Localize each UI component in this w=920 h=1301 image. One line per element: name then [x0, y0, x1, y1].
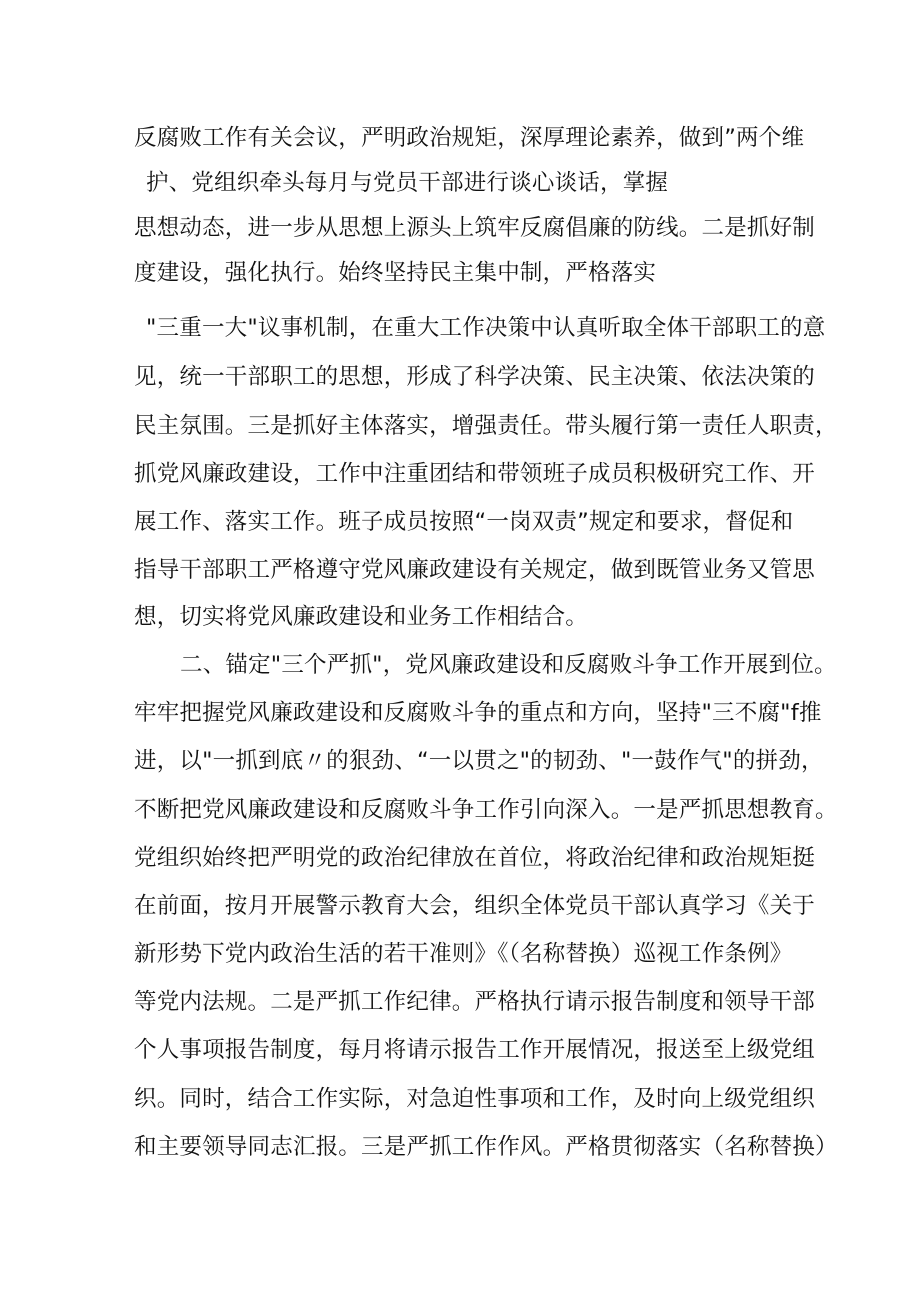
text-line: 见，统一干部职工的思想，形成了科学决策、民主决策、依法决策的	[134, 364, 816, 390]
text-line: 反腐败工作有关会议，严明政治规矩，深厚理论素养，做到”两个维	[134, 125, 805, 151]
text-line: 不断把党风廉政建设和反腐败斗争工作引向深入。一是严抓思想教育。	[134, 797, 838, 823]
text-line: 织。同时，结合工作实际，对急迫性事项和工作，及时向上级党组织	[134, 1086, 816, 1112]
text-line: 新形势下党内政治生活的若干准则》《（名称替换）巡视工作条例》	[134, 941, 793, 967]
text-line: 在前面，按月开展警示教育大会，组织全体党员干部认真学习《关于	[134, 893, 816, 919]
text-line: 展工作、落实工作。班子成员按照“一岗双责”规定和要求，督促和	[134, 509, 794, 535]
text-line: 进，以"一抓到底〃的狠劲、“一以贯之"的韧劲、"一鼓作气"的拼劲，	[134, 748, 824, 774]
text-line: 党组织始终把严明党的政治纪律放在首位，将政治纪律和政治规矩挺	[134, 845, 816, 871]
text-line: "三重一大"议事机制，在重大工作决策中认真听取全体干部职工的意	[146, 315, 826, 341]
text-line: 度建设，强化执行。始终坚持民主集中制，严格落实	[134, 260, 657, 286]
text-line: 牢牢把握党风廉政建设和反腐败斗争的重点和方向，坚持"三不腐"f推	[134, 700, 822, 726]
text-line: 想，切实将党风廉政建设和业务工作相结合。	[134, 604, 589, 630]
text-line: 个人事项报告制度，每月将请示报告工作开展情况，报送至上级党组	[134, 1037, 816, 1063]
text-line: 指导干部职工严格遵守党风廉政建设有关规定，做到既管业务又管思	[134, 557, 816, 583]
text-line: 民主氛围。三是抓好主体落实，增强责任。带头履行第一责任人职责，	[134, 413, 838, 439]
text-line: 抓党风廉政建设，工作中注重团结和带领班子成员积极研究工作、开	[134, 461, 816, 487]
text-line: 思想动态，进一步从思想上源头上筑牢反腐倡廉的防线。二是抓好制	[134, 215, 816, 241]
text-line: 和主要领导同志汇报。三是严抓工作作风。严格贯彻落实（名称替换）	[134, 1134, 838, 1160]
text-line: 护、党组织牵头每月与党员干部进行谈心谈话，掌握	[146, 170, 669, 196]
section-heading: 二、锚定"三个严抓"，党风廉政建设和反腐败斗争工作开展到位。	[180, 652, 837, 678]
text-line: 等党内法规。二是严抓工作纪律。严格执行请示报告制度和领导干部	[134, 989, 816, 1015]
